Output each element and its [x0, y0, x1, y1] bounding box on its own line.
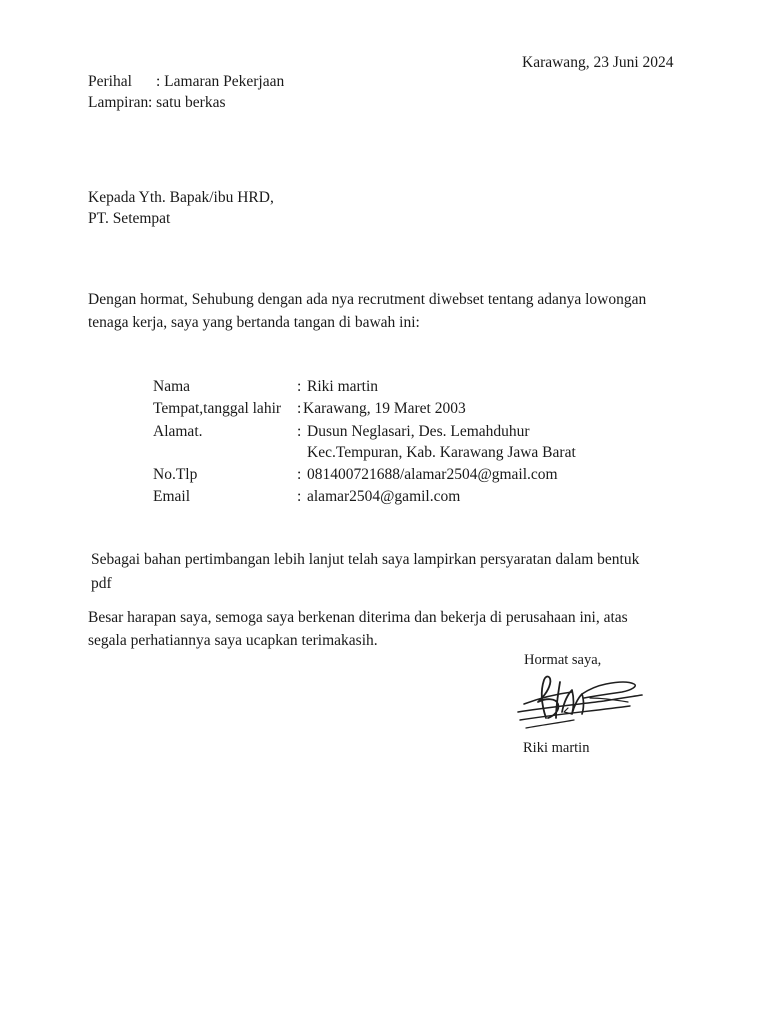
email-value: alamar2504@gamil.com — [307, 488, 461, 505]
body-para-1-line-2: pdf — [91, 575, 112, 592]
alamat-label: Alamat. — [153, 423, 203, 440]
recipient-line-2: PT. Setempat — [88, 210, 171, 227]
perihal-label: Perihal — [88, 73, 132, 90]
tlp-value: 081400721688/alamar2504@gmail.com — [307, 466, 558, 483]
email-label: Email — [153, 488, 191, 505]
alamat-value-line-2: Kec.Tempuran, Kab. Karawang Jawa Barat — [307, 444, 576, 461]
nama-label: Nama — [153, 378, 191, 395]
body-para-2-line-2: segala perhatiannya saya ucapkan terimakasih. — [88, 632, 378, 649]
opening-line-1: Dengan hormat, Sehubung dengan ada nya recrutment diwebset tentang adanya lowongan — [88, 291, 647, 308]
nama-colon: : — [297, 378, 302, 395]
opening-line-2: tenaga kerja, saya yang bertanda tangan di bawah ini: — [88, 314, 420, 331]
ttl-label: Tempat,tanggal lahir — [153, 400, 282, 417]
alamat-value-line-1: Dusun Neglasari, Des. Lemahduhur — [307, 423, 530, 440]
lampiran-value: : satu berkas — [148, 94, 226, 111]
signature-image — [512, 668, 647, 736]
body-para-1-line-1: Sebagai bahan pertimbangan lebih lanjut telah saya lampirkan persyaratan dalam bentuk — [91, 551, 640, 568]
ttl-value: Karawang, 19 Maret 2003 — [303, 400, 466, 417]
recipient-line-1: Kepada Yth. Bapak/ibu HRD, — [88, 189, 274, 206]
perihal-value: : Lamaran Pekerjaan — [156, 73, 285, 90]
tlp-colon: : — [297, 466, 302, 483]
lampiran-label: Lampiran — [88, 94, 149, 111]
place-date: Karawang, 23 Juni 2024 — [522, 54, 674, 71]
tlp-label: No.Tlp — [153, 466, 198, 483]
signer-name: Riki martin — [523, 740, 590, 756]
nama-value: Riki martin — [307, 378, 379, 395]
ttl-colon: : — [297, 400, 302, 417]
body-para-2-line-1: Besar harapan saya, semoga saya berkenan diterima dan bekerja di perusahaan ini, atas — [88, 609, 628, 626]
closing: Hormat saya, — [524, 652, 602, 668]
alamat-colon: : — [297, 423, 302, 440]
email-colon: : — [297, 488, 302, 505]
